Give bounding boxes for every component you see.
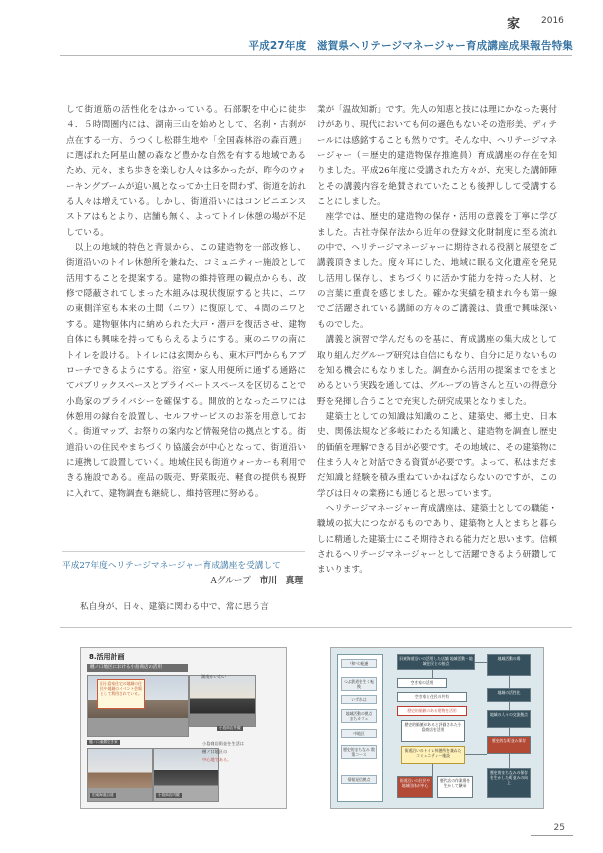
- diagram-arrow: [509, 676, 510, 688]
- left-paragraph-1: して街道筋の活性化をはかっている。石部駅を中心に徒歩４．５時間圏内には、湖南三山を始めとして、名刹・古刹が点在する一方、うつくし松群生地や「全国森林浴の森百選」に選ばれた阿星山麓の森など豊かな自然を有する地域であるため、元々、まち歩きを楽しむ人々は多かったが、昨今のウォーキングブームが追い風となってか土日を問わず、街道を訪れる人々は増えている。しかし、街道沿いにはコンビニエンスストアはもとより、店舗も無く、よってトイレ休憩の場が不足している。: [66, 105, 306, 238]
- figure-subheading: 樋ノ口地区における小島商店の活用: [87, 664, 188, 672]
- sidebar-name: 市川 真理: [259, 576, 303, 586]
- side-item: "和"の配慮: [341, 659, 377, 668]
- right-paragraph-2: 座学では、歴史的建造物の保存・活用の意義を丁寧に学びました。古社寺保存法から近年の登録文化財制度に至る流れの中で、ヘリテージマネージャーに期待される役割と展望をご講義頂きました。度々耳にした、地域に眠る文化遺産を発見し活用し保存し、まちづくりに活かす能力を持った人材、との言葉に重責を感じました。確かな実績を積まれ今も第一線でご活躍されている講師の方々のご講義は、貴重で興味深いものでした。: [317, 212, 557, 330]
- diagram-bottom-box: 歴史的まちなみの保存を生かした町並みの向上: [487, 768, 531, 798]
- note-line-1: 小島商店街並を生活は: [202, 741, 244, 746]
- diagram-side-panel: [337, 654, 383, 802]
- diagram-green-box: 街道沿いの住民や地域団体が中心: [397, 776, 433, 798]
- photo-storefront: [189, 675, 256, 727]
- left-column: [66, 103, 306, 593]
- diagram-top-box: 旧東海道沿いの活用した店舗 地域活動・地域住民との接点: [397, 654, 475, 670]
- sidebar-box: [62, 551, 305, 586]
- side-item: 情報発信拠点: [341, 775, 377, 784]
- top-note: 湖南かいわい: [201, 674, 227, 679]
- figure-note: [202, 740, 280, 764]
- sidebar-author: [210, 574, 303, 586]
- right-column: [317, 103, 557, 623]
- diagram-green-box: 歴代店の作業場を生かして継承: [437, 776, 473, 798]
- diagram-center-box: 歴史的価値があると評価された小島商店を活用: [401, 720, 465, 742]
- page-number-rule: [531, 835, 573, 836]
- photo-tag: 小島商店内観: [158, 793, 180, 797]
- header-mark: 家: [507, 17, 521, 32]
- callout-box: 旧小島家住宅の地域の住民や地域のイベント会場として利用されている。: [97, 679, 145, 709]
- diagram-box: 空き家の活用: [397, 678, 447, 688]
- diagram-box: 歴史的価値のある建物を活用: [397, 706, 467, 716]
- sidebar-title: 平成27年度ヘリテージマネージャー育成講座を受講して: [62, 561, 281, 571]
- diagram-arrow: [509, 754, 510, 768]
- figure-utilization-plan: [80, 647, 287, 809]
- note-line-2: 樋ノ口地区の: [202, 749, 228, 754]
- right-paragraph-3: 講義と演習で学んだものを基に、育成講座の集大成として取り組んだグループ研究は自信にもなり、自分に足りないものを知る機会にもなりました。調査から活用の提案までをまとめるという実践を通しては、グループの皆さんと互いの得意分野を発揮し合うことで充実した研究成果となりました。: [317, 335, 557, 407]
- diagram-arrow: [432, 670, 433, 678]
- photo-tag: 小島商店外観: [219, 726, 241, 730]
- diagram-arrow: [465, 754, 487, 755]
- side-item: つぶ鉄道を生く転換: [341, 677, 377, 691]
- note-line-3: 中心地である。: [202, 757, 232, 762]
- header-year: 2016: [541, 16, 564, 26]
- page-number: 25: [553, 823, 565, 833]
- sidebar-group: Aグループ: [210, 576, 251, 586]
- diagram-arrow: [509, 702, 510, 710]
- diagram-red-box: 街道沿いのトイレ休憩所を兼ねたコミュニティー施設: [401, 746, 465, 764]
- sidebar-intro: 私自身が、日々、建築に関わる中で、常に思う言: [80, 602, 269, 612]
- photo-tag: 旧東海道沿道: [92, 793, 114, 797]
- right-paragraph-5: ヘリテージマネージャー育成講座は、建築士としての職能・職域の拡大につながるものであり、建築物と人とまちと暮らしに精通した建築士にこそ期待される能力だと思います。信頼されるヘリテージマネージャーとして活躍できるよう研鑽してまいります。: [317, 503, 557, 576]
- diagram-arrow: [432, 764, 433, 776]
- side-item: 歴史的まちなみ 散策コース: [341, 745, 377, 759]
- photo-tag: 樋ノ口東側空き家: [89, 740, 118, 744]
- left-paragraph-2: 以上の地域的特色と背景から、この建造物を一部改修し、街道沿いのトイレ休憩所を兼ねた、コミュニティー施設として活用することを提案する。建物の維持管理の観点からも、改修で隠蔽されてしまった木組みは現状復原すると共に、ニワの東側洋室も本来の土間（ニワ）に復原して、４間のニワとする。建物躯体内に納められた大戸・潜戸を復活させ、建物自体にも興味を持ってもらえるようにする。東のニワの南にトイレを設ける。トイレには玄関からも、東木戸門からもアプローチできるようにする。浴室・家人用便所に通ずる通路にてパブリックスペースとプライベートスペースを区切ることで小島家のプライバシーを確保する。開放的となったニワには休憩用の縁台を設置し、セルフサービスのお茶を用意しておく。街道マップ、お祭りの案内など情報発信の拠点とする。街道沿いの住民やまちづくり協議会が中心となって、街道沿いに連携して設置していく。地域住民も街道ウォーカーも利用できる施設である。産品の販売、野菜販売、軽食の提供も視野に入れて、建物調査も継続し、維持管理に努める。: [66, 243, 306, 499]
- side-item: 地域活動の拠点 まちカフェ: [341, 709, 377, 723]
- figure-concept-diagram: [330, 647, 544, 809]
- right-paragraph-1: 業が「温故知新」です。先人の知恵と技には理にかなった裏付けがあり、現代においても何の遜色もないその造形美、ディテールには感銘することも然りです。そんな中、ヘリテージマネージャー（＝歴史的建造物保存推進員）育成講座の存在を知りました。平成26年度に受講された方々が、充実した講師陣とその講義内容を絶賛されていたことも後押しして受講することにしました。: [317, 105, 557, 208]
- header-title: 平成27年度 滋賀県ヘリテージマネージャー育成講座成果報告特集: [248, 40, 573, 52]
- diagram-right-box: 地域活動の場: [487, 654, 531, 676]
- diagram-box: 空き家と住民の共有: [397, 692, 467, 702]
- header-rule: [60, 55, 572, 56]
- bottom-rule: [60, 627, 572, 628]
- diagram-arrow: [509, 728, 510, 736]
- right-paragraph-4: 建築士としての知識は知識のこと、建築史、郷土史、日本史、関係法規など多岐にわたる知識と、建造物を調査し歴史的価値を理解できる目が必要です。その地域に、その建築物に住まう人々と対話できる資質が必要です。よって、私はまだまだ知識と経験を積み重ねていかねばならないのですが、この学びは日々の業務にも通じると思っています。: [317, 411, 557, 499]
- side-item: 中地区: [341, 729, 377, 738]
- diagram-right-box: 地域の活性化: [487, 688, 531, 702]
- diagram-arrow: [475, 662, 487, 663]
- diagram-right-box: 地域の人々の交流拠点: [487, 710, 531, 728]
- side-item: いずれは: [341, 695, 377, 704]
- figure-heading: 8.活用計画: [89, 653, 125, 661]
- diagram-right-box: 歴史的な町並み保存: [487, 736, 531, 754]
